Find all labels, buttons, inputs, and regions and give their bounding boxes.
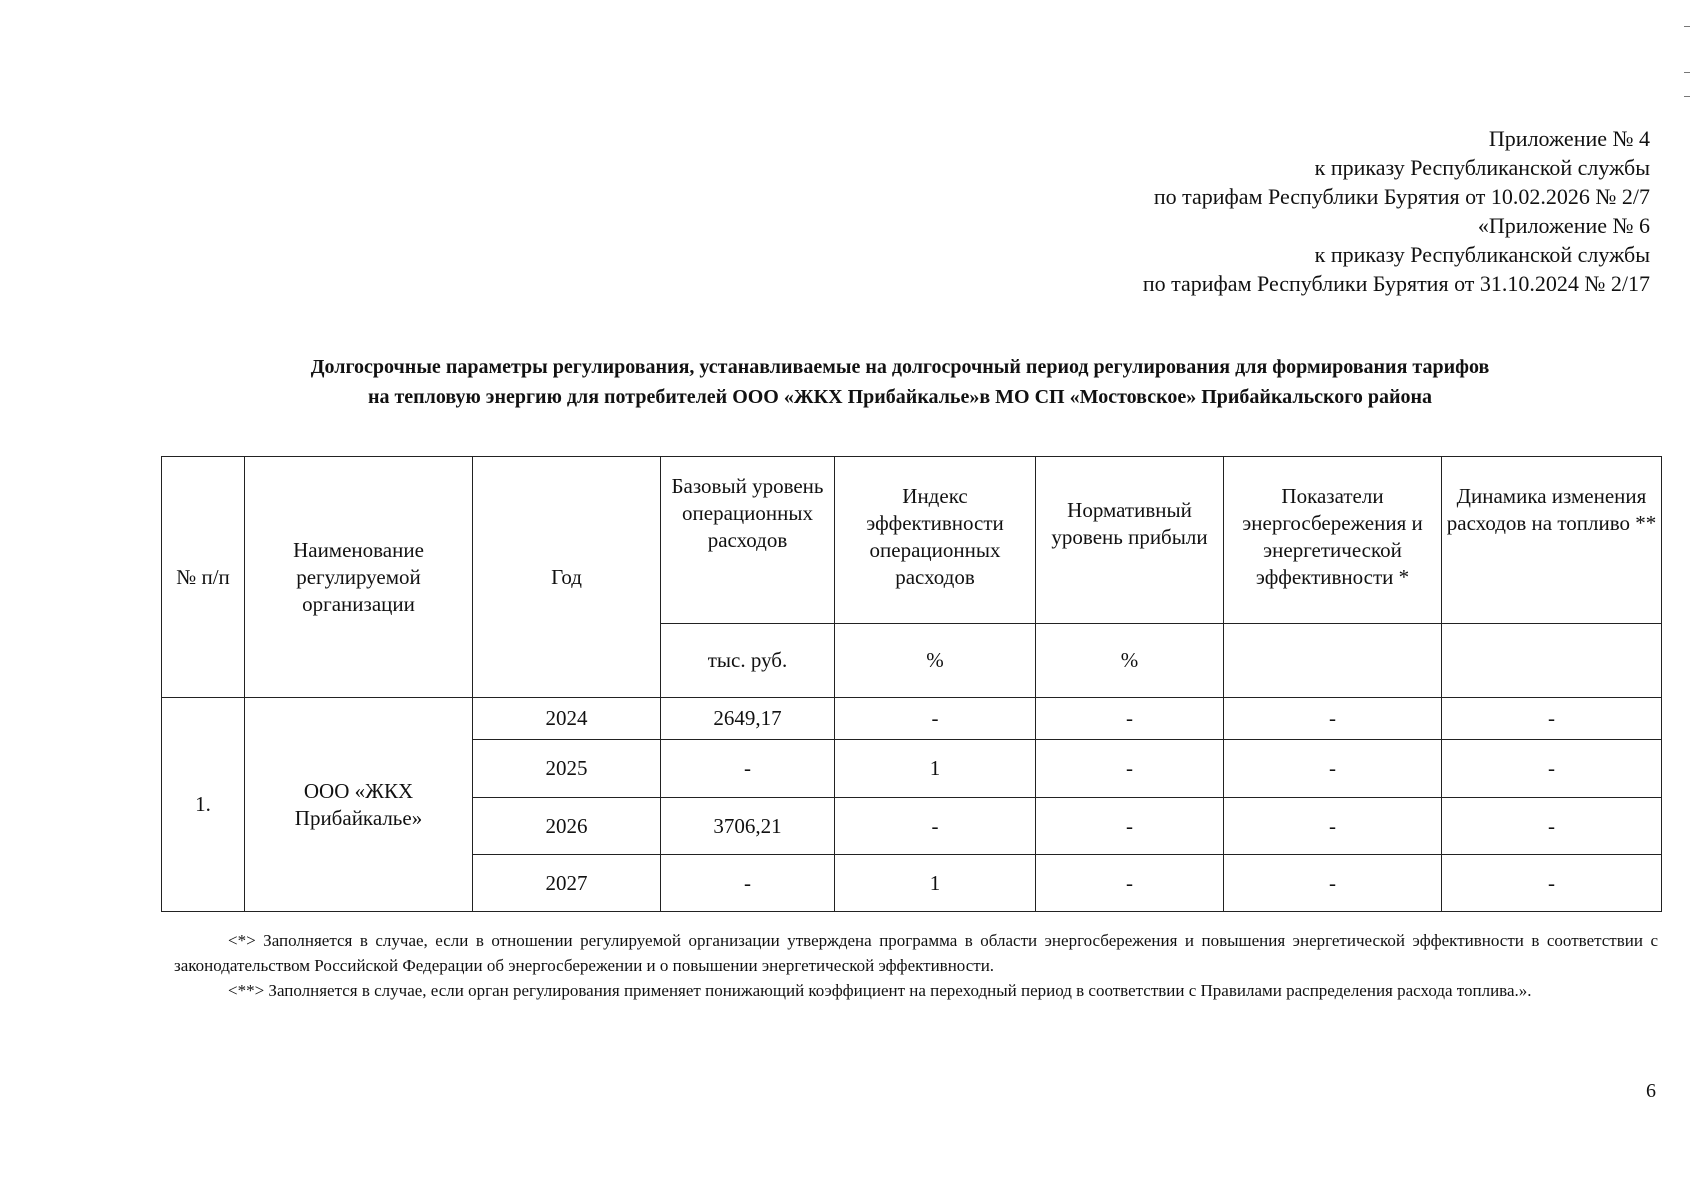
scan-mark: [1684, 26, 1690, 27]
appendix-line: по тарифам Республики Бурятия от 10.02.2026 № 2/7: [1153, 184, 1650, 209]
cell-base-expenses: -: [661, 740, 835, 798]
unit-energy-saving: [1224, 624, 1442, 698]
cell-profit-level: -: [1036, 855, 1224, 912]
cell-year: 2024: [473, 698, 661, 740]
parameters-table: [161, 456, 1662, 912]
organization-name: ООО «ЖКХ Прибайкалье»: [245, 698, 473, 912]
header-year: Год: [473, 457, 661, 698]
cell-profit-level: -: [1036, 798, 1224, 855]
appendix-line: к приказу Республиканской службы: [1314, 242, 1650, 267]
cell-efficiency-index: 1: [835, 740, 1036, 798]
cell-base-expenses: 3706,21: [661, 798, 835, 855]
header-num: № п/п: [162, 457, 245, 698]
cell-energy-saving: -: [1224, 698, 1442, 740]
cell-base-expenses: 2649,17: [661, 698, 835, 740]
footnote-fuel: <**> Заполняется в случае, если орган регулирования применяет понижающий коэффициент на переходный период в соответствии с Правилами распределения расхода топлива.».: [228, 981, 1532, 1000]
cell-energy-saving: -: [1224, 855, 1442, 912]
title-line: Долгосрочные параметры регулирования, устанавливаемые на долгосрочный период регулирования для формирования тарифов: [310, 356, 1490, 378]
scan-mark: [1684, 96, 1690, 97]
table-row: [162, 698, 1662, 740]
appendix-reference: [1143, 124, 1650, 298]
scan-mark: [1684, 72, 1690, 73]
appendix-line: по тарифам Республики Бурятия от 31.10.2024 № 2/17: [1142, 271, 1650, 296]
cell-energy-saving: -: [1224, 740, 1442, 798]
cell-year: 2027: [473, 855, 661, 912]
cell-base-expenses: -: [661, 855, 835, 912]
cell-efficiency-index: -: [835, 798, 1036, 855]
cell-fuel-dynamics: -: [1442, 740, 1662, 798]
appendix-line: к приказу Республиканской службы: [1314, 155, 1650, 180]
header-organization: Наименование регулируемой организации: [245, 457, 473, 698]
header-fuel-dynamics: Динамика изменения расходов на топливо **: [1442, 457, 1662, 624]
footnote-energy-saving: <*> Заполняется в случае, если в отношении регулируемой организации утверждена программа в области энергосбережения и повышения энергетической эффективности в соответствии с законодательством Российской Федерации об энергосбережении и о повышении энергетической эффективности.: [174, 931, 1658, 975]
appendix-line: Приложение № 4: [1488, 126, 1650, 151]
page-number: 6: [1646, 1080, 1656, 1102]
footnotes: [174, 928, 1658, 1003]
header-efficiency-index: Индекс эффективности операционных расходов: [835, 457, 1036, 624]
cell-fuel-dynamics: -: [1442, 698, 1662, 740]
cell-year: 2025: [473, 740, 661, 798]
cell-efficiency-index: -: [835, 698, 1036, 740]
cell-fuel-dynamics: -: [1442, 798, 1662, 855]
header-row: [162, 457, 1662, 624]
cell-profit-level: -: [1036, 740, 1224, 798]
title-line: на тепловую энергию для потребителей ООО «ЖКХ Прибайкалье»в МО СП «Мостовское» Прибайкальского района: [367, 386, 1433, 408]
appendix-line: «Приложение № 6: [1477, 213, 1650, 238]
unit-profit-level: %: [1036, 624, 1224, 698]
cell-fuel-dynamics: -: [1442, 855, 1662, 912]
header-profit-level: Нормативный уровень прибыли: [1036, 457, 1224, 624]
row-number: 1.: [162, 698, 245, 912]
cell-year: 2026: [473, 798, 661, 855]
unit-fuel-dynamics: [1442, 624, 1662, 698]
unit-efficiency-index: %: [835, 624, 1036, 698]
header-base-expenses: Базовый уровень операционных расходов: [661, 457, 835, 624]
cell-profit-level: -: [1036, 698, 1224, 740]
cell-efficiency-index: 1: [835, 855, 1036, 912]
unit-base-expenses: тыс. руб.: [661, 624, 835, 698]
header-energy-saving: Показатели энергосбережения и энергетической эффективности *: [1224, 457, 1442, 624]
cell-energy-saving: -: [1224, 798, 1442, 855]
document-title: [160, 352, 1640, 412]
